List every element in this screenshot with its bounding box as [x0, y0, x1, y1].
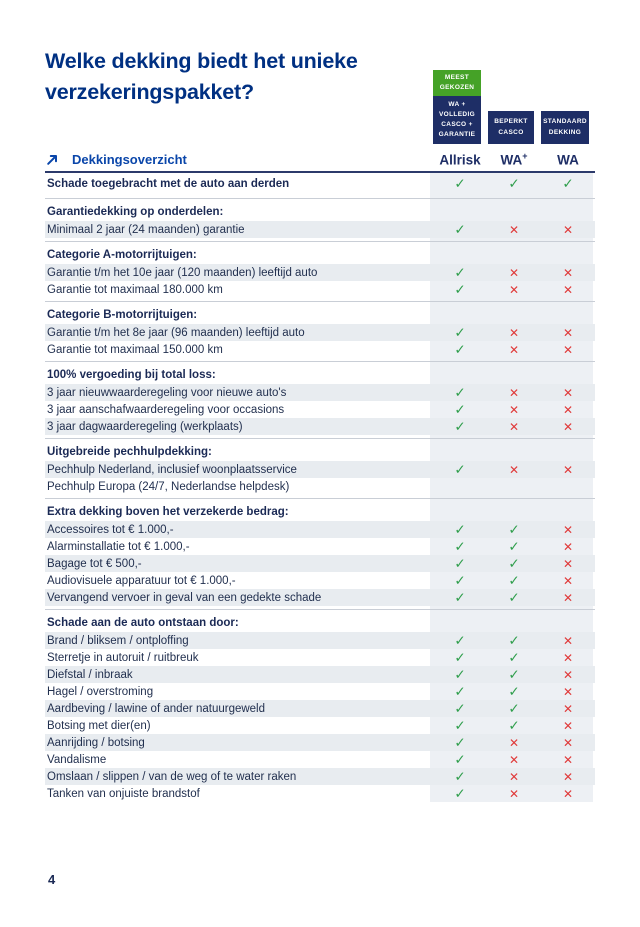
- table-row: [45, 341, 595, 358]
- waplus-cross-mark: ✕: [508, 402, 520, 417]
- waplus-cross-mark: ✕: [508, 325, 520, 340]
- table-row: [45, 384, 595, 401]
- table-header-label-group: [45, 152, 433, 167]
- row-label: Schade toegebracht met de auto aan derden: [47, 178, 290, 190]
- row-label: Garantie tot maximaal 180.000 km: [47, 283, 223, 296]
- allrisk-check-mark: ✓: [454, 683, 466, 700]
- wa-cross-mark: ✕: [562, 752, 574, 767]
- waplus-cross-mark: ✕: [508, 282, 520, 297]
- row-label: Tanken van onjuiste brandstof: [47, 787, 200, 800]
- table-section: [45, 498, 595, 606]
- table-row: [45, 521, 595, 538]
- wa-check-mark: ✓: [562, 176, 574, 192]
- table-row: [45, 264, 595, 281]
- allrisk-coverage-badge: WA + VOLLEDIG CASCO + GARANTIE: [433, 96, 481, 144]
- allrisk-check-mark: ✓: [454, 401, 466, 418]
- section-header: Garantiedekking op onderdelen:: [47, 206, 224, 218]
- column-header-wa-text: WA: [557, 152, 579, 168]
- table-row: [45, 173, 595, 195]
- row-label: Vandalisme: [47, 753, 107, 766]
- wa-cross-mark: ✕: [562, 539, 574, 554]
- table-row: [45, 666, 595, 683]
- row-label: 3 jaar nieuwwaarderegeling voor nieuwe auto's: [47, 386, 287, 399]
- row-label: 3 jaar dagwaarderegeling (werkplaats): [47, 420, 243, 433]
- column-header-allrisk: [433, 151, 487, 168]
- waplus-cross-mark: ✕: [508, 735, 520, 750]
- page-title-line1: Welke dekking biedt het unieke: [45, 49, 358, 73]
- wa-cross-mark: ✕: [562, 265, 574, 280]
- table-row: [45, 572, 595, 589]
- wa-cross-mark: ✕: [562, 667, 574, 682]
- allrisk-check-mark: ✓: [454, 649, 466, 666]
- wa-cross-mark: ✕: [562, 718, 574, 733]
- waplus-cross-mark: ✕: [508, 752, 520, 767]
- table-section: [45, 609, 595, 802]
- allrisk-check-mark: ✓: [454, 418, 466, 435]
- waplus-check-mark: ✓: [508, 632, 520, 649]
- allrisk-check-mark: ✓: [454, 666, 466, 683]
- row-label: Accessoires tot € 1.000,-: [47, 523, 174, 536]
- allrisk-check-mark: ✓: [454, 176, 466, 192]
- table-section: [45, 241, 595, 298]
- waplus-cross-mark: ✕: [508, 419, 520, 434]
- wa-cross-mark: ✕: [562, 385, 574, 400]
- waplus-check-mark: ✓: [508, 572, 520, 589]
- coverage-table: [45, 147, 595, 802]
- row-label: Botsing met dier(en): [47, 719, 151, 732]
- table-row: [45, 324, 595, 341]
- wa-cross-mark: ✕: [562, 402, 574, 417]
- allrisk-check-mark: ✓: [454, 572, 466, 589]
- row-label: Alarminstallatie tot € 1.000,-: [47, 540, 190, 553]
- section-header: Categorie B-motorrijtuigen:: [47, 309, 198, 321]
- wa-cross-mark: ✕: [562, 590, 574, 605]
- column-header-waplus-text: WA: [500, 152, 523, 168]
- allrisk-check-mark: ✓: [454, 461, 466, 478]
- section-header: Schade aan de auto ontstaan door:: [47, 617, 239, 629]
- row-label: Hagel / overstroming: [47, 685, 154, 698]
- page-title-line2: verzekeringspakket?: [45, 80, 254, 104]
- wa-cross-mark: ✕: [562, 462, 574, 477]
- table-row: [45, 751, 595, 768]
- table-body: [45, 173, 595, 802]
- row-label: Minimaal 2 jaar (24 maanden) garantie: [47, 223, 245, 236]
- allrisk-check-mark: ✓: [454, 324, 466, 341]
- column-header-allrisk-text: Allrisk: [439, 152, 481, 168]
- table-row: [45, 281, 595, 298]
- row-label: Pechhulp Nederland, inclusief woonplaatsservice: [47, 463, 297, 476]
- wa-cross-mark: ✕: [562, 684, 574, 699]
- waplus-check-mark: ✓: [508, 717, 520, 734]
- allrisk-check-mark: ✓: [454, 717, 466, 734]
- table-row: [45, 478, 595, 495]
- table-row: [45, 768, 595, 785]
- waplus-cross-mark: ✕: [508, 769, 520, 784]
- wa-cross-mark: ✕: [562, 282, 574, 297]
- wa-cross-mark: ✕: [562, 786, 574, 801]
- wa-cross-mark: ✕: [562, 769, 574, 784]
- waplus-coverage-badge: BEPERKT CASCO: [488, 111, 534, 144]
- wa-coverage-badge: STANDAARD DEKKING: [541, 111, 589, 144]
- table-header-row: [45, 147, 595, 173]
- row-label: Brand / bliksem / ontploffing: [47, 634, 189, 647]
- allrisk-check-mark: ✓: [454, 264, 466, 281]
- waplus-cross-mark: ✕: [508, 342, 520, 357]
- allrisk-check-mark: ✓: [454, 538, 466, 555]
- section-header: Extra dekking boven het verzekerde bedrag:: [47, 506, 289, 518]
- page-title: [45, 46, 445, 108]
- table-section: [45, 301, 595, 358]
- wa-cross-mark: ✕: [562, 325, 574, 340]
- wa-cross-mark: ✕: [562, 573, 574, 588]
- waplus-check-mark: ✓: [508, 683, 520, 700]
- wa-cross-mark: ✕: [562, 342, 574, 357]
- allrisk-check-mark: ✓: [454, 521, 466, 538]
- allrisk-check-mark: ✓: [454, 341, 466, 358]
- waplus-cross-mark: ✕: [508, 462, 520, 477]
- column-header-waplus-sup: +: [522, 150, 528, 161]
- table-row: [45, 785, 595, 802]
- row-label: Sterretje in autoruit / ruitbreuk: [47, 651, 199, 664]
- wa-cross-mark: ✕: [562, 522, 574, 537]
- row-label: Diefstal / inbraak: [47, 668, 133, 681]
- column-header-wa: [541, 151, 595, 168]
- signpost-icon: [45, 152, 60, 167]
- table-title: Dekkingsoverzicht: [72, 151, 187, 167]
- row-label: Garantie tot maximaal 150.000 km: [47, 343, 223, 356]
- most-chosen-badge: MEEST GEKOZEN: [433, 70, 481, 96]
- allrisk-check-mark: ✓: [454, 384, 466, 401]
- table-row: [45, 734, 595, 751]
- allrisk-check-mark: ✓: [454, 785, 466, 802]
- row-label: Bagage tot € 500,-: [47, 557, 142, 570]
- table-section: [45, 198, 595, 238]
- wa-cross-mark: ✕: [562, 556, 574, 571]
- wa-cross-mark: ✕: [562, 419, 574, 434]
- row-label: Garantie t/m het 8e jaar (96 maanden) leeftijd auto: [47, 326, 305, 339]
- waplus-check-mark: ✓: [508, 538, 520, 555]
- table-row: [45, 461, 595, 478]
- section-header: Categorie A-motorrijtuigen:: [47, 249, 197, 261]
- table-row: [45, 589, 595, 606]
- row-label: Audiovisuele apparatuur tot € 1.000,-: [47, 574, 236, 587]
- page-number: 4: [48, 872, 56, 887]
- allrisk-check-mark: ✓: [454, 221, 466, 238]
- row-label: Omslaan / slippen / van de weg of te water raken: [47, 770, 297, 783]
- table-row: [45, 221, 595, 238]
- wa-cross-mark: ✕: [562, 650, 574, 665]
- waplus-check-mark: ✓: [508, 666, 520, 683]
- allrisk-check-mark: ✓: [454, 632, 466, 649]
- column-header-waplus: [487, 151, 541, 168]
- waplus-cross-mark: ✕: [508, 265, 520, 280]
- section-header: 100% vergoeding bij total loss:: [47, 369, 216, 381]
- table-row: [45, 555, 595, 572]
- table-section: [45, 173, 595, 195]
- waplus-cross-mark: ✕: [508, 786, 520, 801]
- allrisk-check-mark: ✓: [454, 700, 466, 717]
- table-row: [45, 418, 595, 435]
- row-label: Garantie t/m het 10e jaar (120 maanden) leeftijd auto: [47, 266, 318, 279]
- wa-cross-mark: ✕: [562, 735, 574, 750]
- table-row: [45, 401, 595, 418]
- wa-cross-mark: ✕: [562, 633, 574, 648]
- table-row: [45, 683, 595, 700]
- waplus-check-mark: ✓: [508, 700, 520, 717]
- table-section: [45, 438, 595, 495]
- allrisk-check-mark: ✓: [454, 734, 466, 751]
- waplus-check-mark: ✓: [508, 555, 520, 572]
- allrisk-check-mark: ✓: [454, 555, 466, 572]
- table-row: [45, 717, 595, 734]
- allrisk-check-mark: ✓: [454, 589, 466, 606]
- waplus-check-mark: ✓: [508, 649, 520, 666]
- wa-cross-mark: ✕: [562, 701, 574, 716]
- allrisk-check-mark: ✓: [454, 281, 466, 298]
- waplus-check-mark: ✓: [508, 589, 520, 606]
- table-row: [45, 632, 595, 649]
- wa-cross-mark: ✕: [562, 222, 574, 237]
- row-label: Vervangend vervoer in geval van een gedekte schade: [47, 591, 322, 604]
- table-row: [45, 700, 595, 717]
- allrisk-check-mark: ✓: [454, 768, 466, 785]
- row-label: Pechhulp Europa (24/7, Nederlandse helpdesk): [47, 480, 290, 493]
- row-label: Aardbeving / lawine of ander natuurgeweld: [47, 702, 266, 715]
- row-label: Aanrijding / botsing: [47, 736, 145, 749]
- table-row: [45, 538, 595, 555]
- waplus-cross-mark: ✕: [508, 385, 520, 400]
- table-row: [45, 649, 595, 666]
- waplus-cross-mark: ✕: [508, 222, 520, 237]
- waplus-check-mark: ✓: [508, 521, 520, 538]
- section-header: Uitgebreide pechhulpdekking:: [47, 446, 212, 458]
- table-section: [45, 361, 595, 435]
- row-label: 3 jaar aanschafwaarderegeling voor occasions: [47, 403, 285, 416]
- allrisk-check-mark: ✓: [454, 751, 466, 768]
- waplus-check-mark: ✓: [508, 176, 520, 192]
